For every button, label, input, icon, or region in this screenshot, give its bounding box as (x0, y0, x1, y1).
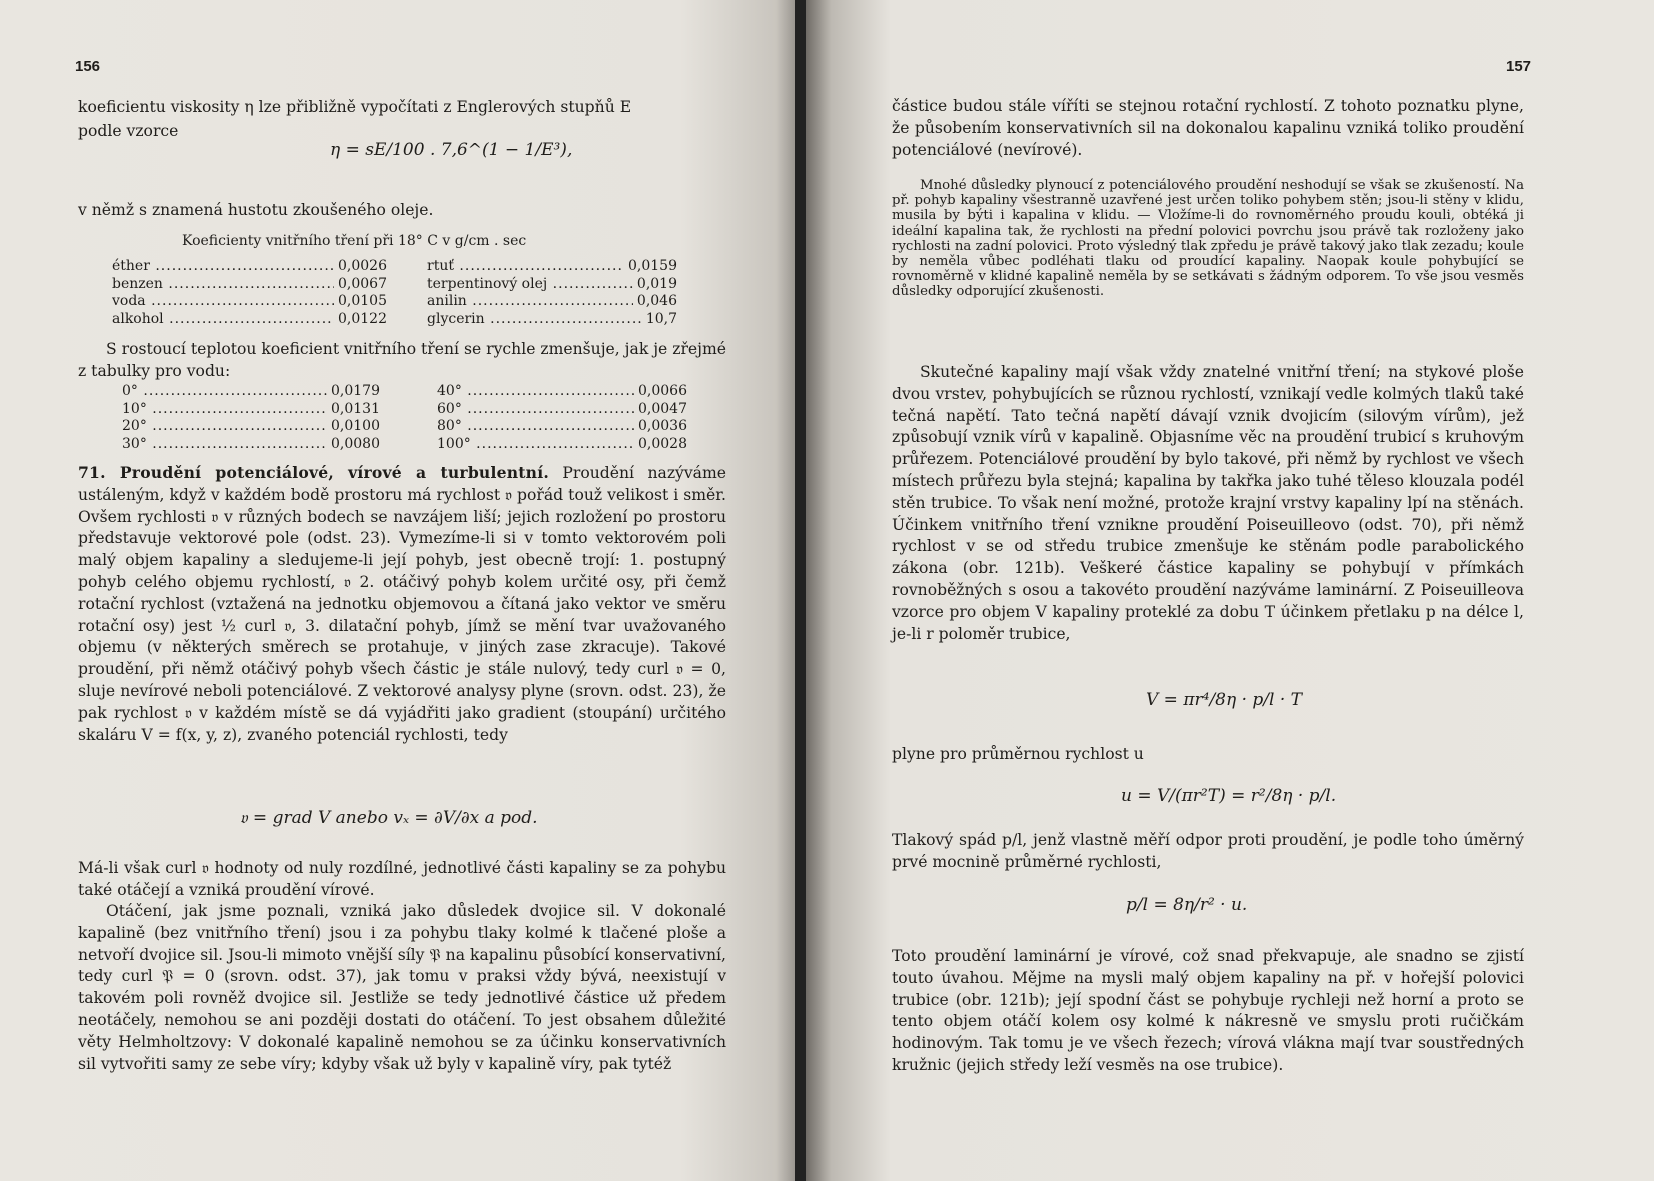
table-row: 80° ..... 0,0036 (437, 418, 687, 436)
section-heading: 71. Proudění potenciálové, vírové a turbulentní. (78, 463, 549, 482)
table1-right (427, 258, 677, 328)
mean-velocity-formula: u = V/(πr²T) = r²/8η · p/l. (1121, 786, 1337, 806)
table-row: glycerin ..... 10,7 (427, 311, 677, 329)
table-row: 0° ..... 0,0179 (122, 383, 380, 401)
gradient-formula: 𝔳 = grad V anebo vₓ = ∂V/∂x a pod. (240, 808, 538, 828)
page-number-right: 157 (1506, 58, 1532, 75)
table-row: éther ..... 0,0026 (112, 258, 387, 276)
right-paragraph-4: Toto proudění laminární je vírové, což snad překvapuje, ale snadno se zjistí touto úvahou. Mějme na mysli malý objem kapaliny na př. v hořejší polovici trubice (obr. 121b); její spodní část se pohybuje rychleji než horní a proto se tento objem otáčí kolem osy kolmé k nákresně ve smyslu proti ručičkám hodinovým. Tak tomu je ve všech řezech; vírová vlákna mají tvar soustředných kružnic (jejich středy leží vesměs na ose trubice). (892, 947, 1524, 1074)
right-page (806, 0, 1654, 1181)
table1-title: Koeficienty vnitřního tření při 18° C v g/cm . sec (182, 233, 527, 249)
right-small-paragraph: Mnohé důsledky plynoucí z potenciálového proudění neshodují se však se zkušeností. Na př. pohyb kapaliny všestranně uzavřené jest určen toliko pohybem stěn; jsou-li stěny v klidu, musila by býti i kapalina v klidu. — Vložíme-li do rovnoměrného proudu kouli, obtéká ji ideální kapalina tak, že rychlosti na přední polovici povrchu jsou právě tak rozloženy jako rychlosti na zadní polovici. Proto výsledný tlak zpředu je právě takový jako tlak zezadu; koule by neměla vůbec podléhati tlaku od proudící kapaliny. Naopak koule pohybující se rovnoměrně v klidné kapalině neměla by se setkávati s žádným odporem. To vše jsou vesměs důsledky odporující zkušenosti. (892, 178, 1524, 300)
page-number-left: 156 (75, 58, 101, 75)
table2-right (437, 383, 687, 453)
poiseuille-formula: V = πr⁴/8η · p/l · T (1146, 690, 1302, 710)
section-71 (78, 462, 726, 746)
viscosity-formula: η = sE/100 . 7,6^(1 − 1/E³), (330, 140, 573, 160)
section-paragraph-3: Otáčení, jak jsme poznali, vzniká jako důsledek dvojice sil. V dokonalé kapalině (bez vnitřního tření) jsou i za pohybu tlaky kolmé k tlačené ploše a netvoří dvojice sil. Jsou-li mimoto vnější síly 𝔓 na kapalinu působící konservativní, tedy curl 𝔓 = 0 (srovn. odst. 37), jak tomu v praksi vždy bývá, neexistují v takovém poli rovněž dvojice sil. Jestliže se tedy jednotlivé částice už předem neotáčely, nemohou se ani později dostati do otáčení. To jest obsahem důležité věty Helmholtzovy: V dokonalé kapalině nemohou se za účinku konservativních sil vytvořiti samy ze sebe víry; kdyby však už byly v kapalině víry, pak tytéž (78, 902, 726, 1073)
table-row: 40° ..... 0,0066 (437, 383, 687, 401)
left-page (0, 0, 800, 1181)
intro-line-2: podle vzorce (78, 122, 179, 140)
table-row: 60° ..... 0,0047 (437, 401, 687, 419)
table-row: benzen ..... 0,0067 (112, 276, 387, 294)
intro-line-1: koeficientu viskosity η lze přibližně vypočítati z Englerových stupňů E (78, 98, 632, 116)
table-row: 20° ..... 0,0100 (122, 418, 380, 436)
table-row: rtuť ..... 0,0159 (427, 258, 677, 276)
table2-left (122, 383, 380, 453)
table-row: anilin ..... 0,046 (427, 293, 677, 311)
table-row: voda ..... 0,0105 (112, 293, 387, 311)
table-row: terpentinový olej ..... 0,019 (427, 276, 677, 294)
right-paragraph-3: Tlakový spád p/l, jenž vlastně měří odpor proti proudění, je podle toho úměrný prvé mocnině průměrné rychlosti, (892, 831, 1524, 871)
between-formulas: plyne pro průměrnou rychlost u (892, 745, 1144, 763)
pressure-gradient-formula: p/l = 8η/r² · u. (1126, 895, 1248, 915)
table-row: 10° ..... 0,0131 (122, 401, 380, 419)
right-paragraph-2: Skutečné kapaliny mají však vždy znatelné vnitřní tření; na stykové ploše dvou vrstev, pohybujících se různou rychlostí, vznikají vedle kolmých tlaků také tečná napětí. Tato tečná napětí dávají vznik dvojicím (silovým vírům), jež způsobují vznik vírů v kapalině. Objasníme věc na proudění trubicí s kruhovým průřezem. Potenciálové proudění by bylo takové, při němž by rychlost ve všech místech průřezu byla stejná; kapalina by takřka jako tuhé těleso klouzala podél stěn trubice. To však není možné, protože krajní vrstvy kapaliny lpí na stěnách. Účinkem vnitřního tření vznikne proudění Poiseuilleovo (odst. 70), při němž rychlost v se od středu trubice zmenšuje ke stěnám podle parabolického zákona (obr. 121b). Veškeré částice kapaliny se pohybují v přímkách rovnoběžných s osou a takovéto proudění nazýváme laminární. Z Poiseuilleova vzorce pro objem V kapaliny proteklé za dobu T účinkem přetlaku p na délce l, je-li r poloměr trubice, (892, 363, 1524, 643)
section-paragraph-1: Proudění nazýváme ustáleným, když v každém bodě prostoru má rychlost 𝔳 pořád touž velikost i směr. Ovšem rychlosti 𝔳 v různých bodech se navzájem liší; jejich rozložení po prostoru představuje vektorové pole (odst. 23). Vymezíme-li si v tomto vektorovém poli malý objem kapaliny a sledujeme-li její pohyb, jest obecně trojí: 1. postupný pohyb celého objemu rychlostí, 𝔳 2. otáčivý pohyb kolem určité osy, při čemž rotační rychlost (vztažená na jednotku objemovou a čítaná jako vektor ve směru rotační osy) jest ½ curl 𝔳, 3. dilatační pohyb, jímž se mění tvar uvažovaného objemu (v některých směrech se protahuje, v jiných zase zkracuje). Takové proudění, při němž otáčivý pohyb všech částic je stále nulový, tedy curl 𝔳 = 0, sluje nevírové neboli potenciálové. Z vektorové analysy plyne (srovn. odst. 23), že pak rychlost 𝔳 v každém místě se dá vyjádřiti jako gradient (stoupání) určitého skaláru V = f(x, y, z), zvaného potenciál rychlosti, tedy (78, 464, 726, 744)
section-paragraph-2: Má-li však curl 𝔳 hodnoty od nuly rozdílné, jednotlivé části kapaliny se za pohybu také otáčejí a vzniká proudění vírové. (78, 859, 726, 899)
table-row: 100° ..... 0,0028 (437, 436, 687, 454)
table-row: alkohol ..... 0,0122 (112, 311, 387, 329)
formula-explanation: v němž s znamená hustotu zkoušeného oleje. (78, 201, 434, 219)
right-paragraph-1: částice budou stále víříti se stejnou rotační rychlostí. Z tohoto poznatku plyne, že působením konservativních sil na dokonalou kapalinu vzniká toliko proudění potenciálové (nevírové). (892, 97, 1524, 159)
table2-intro: S rostoucí teplotou koeficient vnitřního tření se rychle zmenšuje, jak je zřejmé z tabulky pro vodu: (78, 340, 726, 380)
table1-left (112, 258, 387, 328)
table-row: 30° ..... 0,0080 (122, 436, 380, 454)
